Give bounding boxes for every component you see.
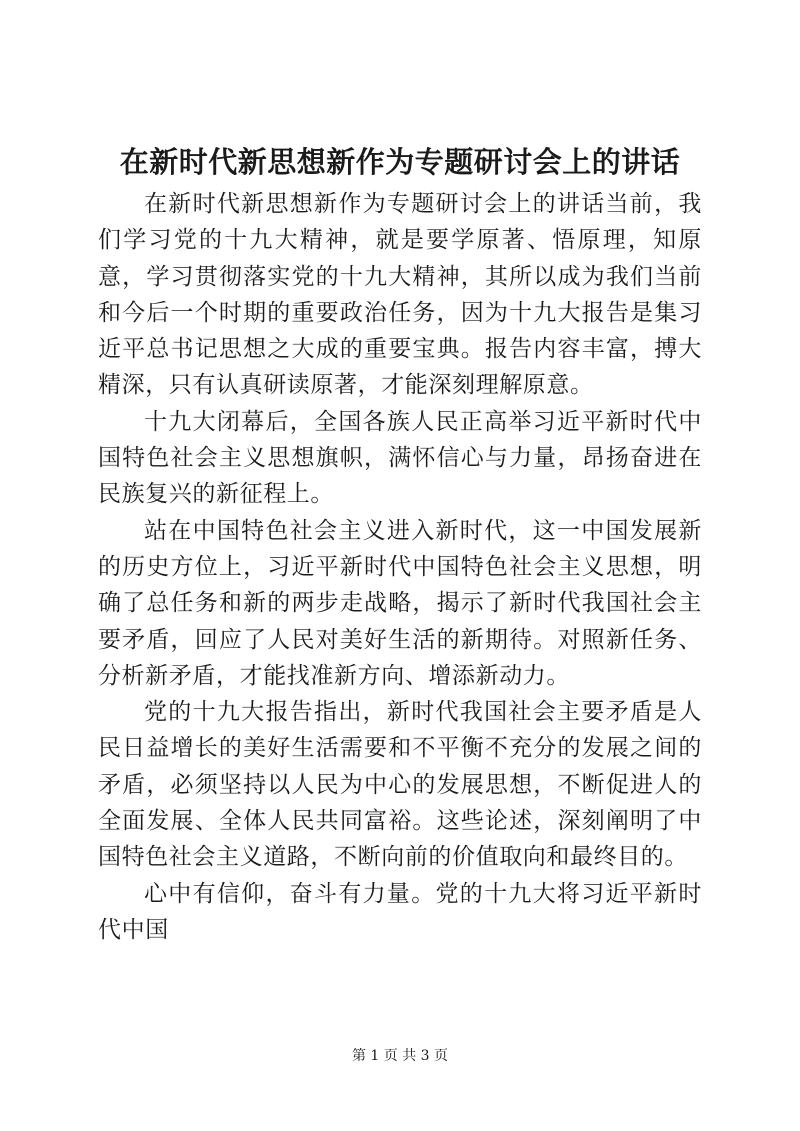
paragraph-2: 十九大闭幕后，全国各族人民正高举习近平新时代中国特色社会主义思想旗帜，满怀信心与力量，昂扬奋进在民族复兴的新征程上。 [98,408,702,508]
paragraph-4: 党的十九大报告指出，新时代我国社会主要矛盾是人民日益增长的美好生活需要和不平衡不充分的发展之间的矛盾，必须坚持以人民为中心的发展思想，不断促进人的全面发展、全体人民共同富裕。这些论述，深刻阐明了中国特色社会主义道路，不断向前的价值取向和最终目的。 [98,699,702,871]
page-footer [0,1046,800,1066]
paragraph-1: 在新时代新思想新作为专题研讨会上的讲话当前，我们学习党的十九大精神，就是要学原著、悟原理，知原意，学习贯彻落实党的十九大精神，其所以成为我们当前和今后一个时期的重要政治任务，因为十九大报告是集习近平总书记思想之大成的重要宝典。报告内容丰富，搏大精深，只有认真研读原著，才能深刻理解原意。 [98,191,702,399]
page-number-label: 第 1 页 共 3 页 [351,1048,449,1064]
document-title: 在新时代新思想新作为专题研讨会上的讲话 [119,145,681,179]
paragraph-3: 站在中国特色社会主义进入新时代，这一中国发展新的历史方位上，习近平新时代中国特色社会主义思想，明确了总任务和新的两步走战略，揭示了新时代我国社会主要矛盾，回应了人民对美好生活的新期待。对照新任务、分析新矛盾，才能找准新方向、增添新动力。 [98,517,702,689]
paragraph-5: 心中有信仰，奋斗有力量。党的十九大将习近平新时代中国 [98,880,702,943]
document-body [98,186,702,948]
